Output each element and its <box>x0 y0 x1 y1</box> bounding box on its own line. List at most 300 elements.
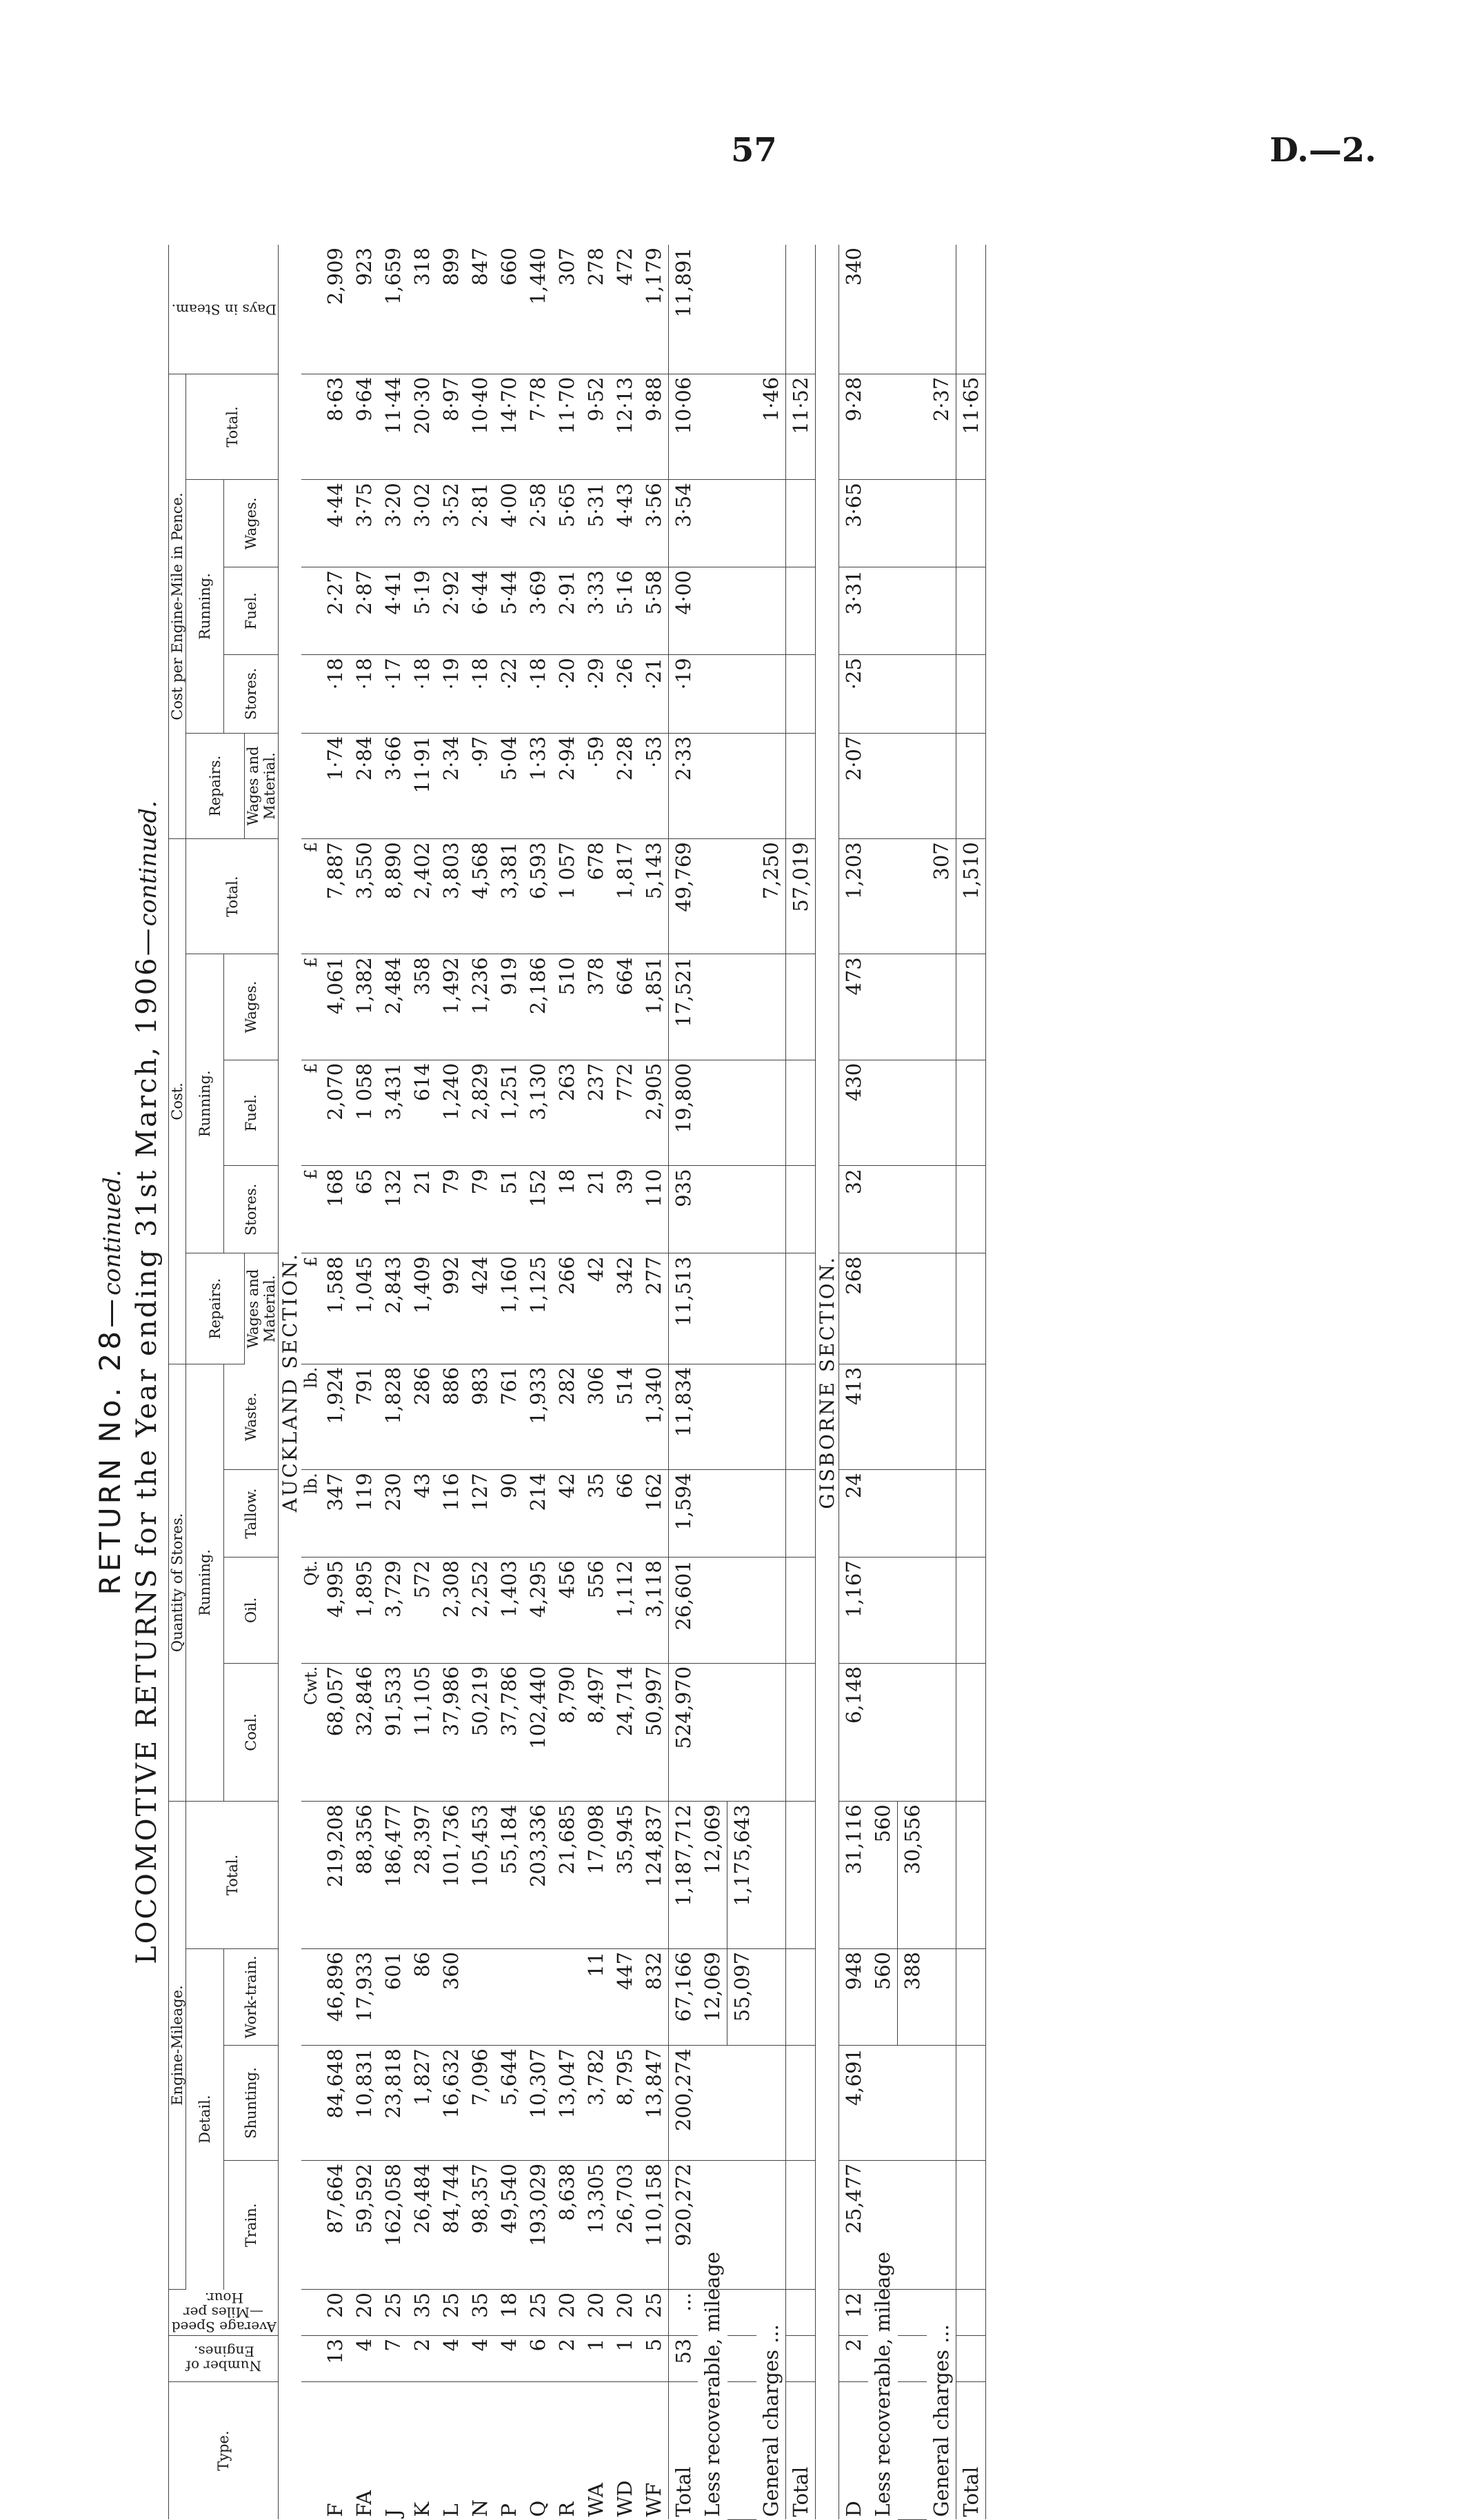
cell-work-train <box>494 1948 523 2045</box>
cell-stores: 18 <box>552 1166 581 1253</box>
gis-repairs: 268 <box>839 1253 869 1364</box>
header-coal: Coal. <box>224 1663 279 1801</box>
gis-engines: 2 <box>839 2335 869 2381</box>
cell-engines: 4 <box>350 2335 379 2381</box>
auckland-totals <box>669 245 816 2520</box>
cell-pence-wages: 3·02 <box>408 480 436 567</box>
cell-waste: 306 <box>581 1364 610 1470</box>
grand-pence: 11·52 <box>786 374 816 480</box>
header-pence-stores: Stores. <box>224 655 279 734</box>
cell-train: 84,744 <box>436 2161 465 2290</box>
locomotive-title <box>131 245 163 2520</box>
cell-cost-total: 7,887 <box>321 839 350 954</box>
cell-coal: 37,786 <box>494 1663 523 1801</box>
cell-oil: 572 <box>408 1558 436 1664</box>
cell-stores: 51 <box>494 1166 523 1253</box>
cell-mileage-total: 21,685 <box>552 1802 581 1949</box>
gisborne-body <box>816 245 986 2520</box>
cell-shunting: 16,632 <box>436 2046 465 2161</box>
cell-cost-total: 4,568 <box>465 839 494 954</box>
header-waste: Waste. <box>224 1364 279 1470</box>
cell-pence-total: 9·64 <box>350 374 379 480</box>
unit-stores: £ <box>301 1166 321 1253</box>
return-title <box>93 245 127 2520</box>
cell-mileage-total: 35,945 <box>610 1802 639 1949</box>
cell-train: 193,029 <box>523 2161 552 2290</box>
cell-pence-total: 7·78 <box>523 374 552 480</box>
cell-pence-total: 20·30 <box>408 374 436 480</box>
cell-oil: 3,118 <box>639 1558 669 1664</box>
table-row <box>379 245 408 2520</box>
cell-pence-wages: 4·44 <box>321 480 350 567</box>
cell-oil: 2,252 <box>465 1558 494 1664</box>
general-label: General charges ... <box>759 2324 783 2517</box>
table-row <box>436 245 465 2520</box>
gis-tallow: 24 <box>839 1470 869 1558</box>
cell-days-in-steam: 472 <box>610 245 639 374</box>
header-work-train: Work-train. <box>224 1948 279 2045</box>
cell-oil: 556 <box>581 1558 610 1664</box>
header-mileage-total: Total. <box>186 1802 279 1949</box>
cell-pence-fuel: 2·91 <box>552 567 581 655</box>
cell-type: N <box>468 2499 492 2517</box>
cell-work-train: 11 <box>581 1948 610 2045</box>
cell-repairs: 42 <box>581 1253 610 1364</box>
cell-coal: 11,105 <box>408 1663 436 1801</box>
cell-pence-stores: ·26 <box>610 655 639 734</box>
cell-days-in-steam: 899 <box>436 245 465 374</box>
header-stores-running: Running. <box>186 1364 224 1802</box>
cell-pence-stores: ·20 <box>552 655 581 734</box>
cell-pence-repairs: 11·91 <box>408 733 436 839</box>
cell-work-train <box>523 1948 552 2045</box>
cell-pence-fuel: 5·16 <box>610 567 639 655</box>
header-cost-fuel: Fuel. <box>224 1060 279 1166</box>
cell-engines: 7 <box>379 2335 408 2381</box>
cell-speed: 35 <box>408 2290 436 2336</box>
gisborne-net-row <box>898 245 927 2520</box>
cell-tallow: 116 <box>436 1470 465 1558</box>
gis-fuel: 430 <box>839 1060 869 1166</box>
cell-speed: 20 <box>321 2290 350 2336</box>
header-tallow: Tallow. <box>224 1470 279 1558</box>
cell-speed: 35 <box>465 2290 494 2336</box>
header-shunting: Shunting. <box>224 2046 279 2161</box>
cell-waste: 514 <box>610 1364 639 1470</box>
cell-engines: 2 <box>408 2335 436 2381</box>
cell-train: 13,305 <box>581 2161 610 2290</box>
table-row <box>321 245 350 2520</box>
cell-pence-total: 9·88 <box>639 374 669 480</box>
cell-coal: 37,986 <box>436 1663 465 1801</box>
header-pence-total: Total. <box>186 374 279 480</box>
cell-oil: 4,295 <box>523 1558 552 1664</box>
cell-train: 59,592 <box>350 2161 379 2290</box>
cell-pence-stores: ·18 <box>465 655 494 734</box>
gis-coal: 6,148 <box>839 1663 869 1801</box>
locomotive-title-text: LOCOMOTIVE RETURNS for the Year ending 31st March, 1906— <box>131 926 163 1964</box>
cell-coal: 50,997 <box>639 1663 669 1801</box>
cell-speed: 25 <box>639 2290 669 2336</box>
cell-repairs: 266 <box>552 1253 581 1364</box>
cell-wages: 1,492 <box>436 954 465 1060</box>
cell-wages: 1,236 <box>465 954 494 1060</box>
cell-shunting: 5,644 <box>494 2046 523 2161</box>
cell-pence-wages: 5·31 <box>581 480 610 567</box>
total-coal: 524,970 <box>669 1663 699 1801</box>
cell-wages: 1,382 <box>350 954 379 1060</box>
cell-repairs: 277 <box>639 1253 669 1364</box>
total-tallow: 1,594 <box>669 1470 699 1558</box>
cell-work-train: 46,896 <box>321 1948 350 2045</box>
cell-shunting: 8,795 <box>610 2046 639 2161</box>
gis-net-total: 30,556 <box>898 1802 927 1949</box>
table-row <box>465 245 494 2520</box>
cell-pence-total: 9·52 <box>581 374 610 480</box>
cell-type: WF <box>642 2482 665 2517</box>
cell-fuel: 2,905 <box>639 1060 669 1166</box>
table-row <box>408 245 436 2520</box>
cell-waste: 286 <box>408 1364 436 1470</box>
total-waste: 11,834 <box>669 1364 699 1470</box>
gisborne-section-title: GISBORNE SECTION. <box>816 1255 839 1509</box>
unit-repairs: £ <box>301 1253 321 1364</box>
cell-engines: 13 <box>321 2335 350 2381</box>
cell-repairs: 1,045 <box>350 1253 379 1364</box>
cell-train: 162,058 <box>379 2161 408 2290</box>
table-row <box>639 245 669 2520</box>
header-oil: Oil. <box>224 1558 279 1664</box>
less-total: 12,069 <box>698 1802 727 1949</box>
cell-pence-total: 12·13 <box>610 374 639 480</box>
cell-fuel: 3,431 <box>379 1060 408 1166</box>
cell-shunting: 13,847 <box>639 2046 669 2161</box>
cell-shunting: 3,782 <box>581 2046 610 2161</box>
cell-pence-stores: ·18 <box>523 655 552 734</box>
cell-fuel: 1 058 <box>350 1060 379 1166</box>
cell-wages: 2,186 <box>523 954 552 1060</box>
header-cost-repairs: Repairs. <box>186 1253 245 1364</box>
cell-train: 110,158 <box>639 2161 669 2290</box>
gis-grand-pence: 11·65 <box>956 374 986 480</box>
cell-pence-fuel: 2·27 <box>321 567 350 655</box>
cell-oil: 456 <box>552 1558 581 1664</box>
cell-repairs: 424 <box>465 1253 494 1364</box>
cell-type: WD <box>613 2480 636 2517</box>
unit-tallow: lb. <box>301 1470 321 1558</box>
cell-pence-fuel: 2·92 <box>436 567 465 655</box>
cell-days-in-steam: 307 <box>552 245 581 374</box>
cell-fuel: 614 <box>408 1060 436 1166</box>
general-cost: 7,250 <box>756 839 786 954</box>
cell-fuel: 237 <box>581 1060 610 1166</box>
cell-days-in-steam: 660 <box>494 245 523 374</box>
cell-engines: 5 <box>639 2335 669 2381</box>
cell-pence-repairs: 2·28 <box>610 733 639 839</box>
cell-shunting: 84,648 <box>321 2046 350 2161</box>
cell-oil: 1,895 <box>350 1558 379 1664</box>
cell-tallow: 214 <box>523 1470 552 1558</box>
cell-cost-total: 3,550 <box>350 839 379 954</box>
total-cost: 49,769 <box>669 839 699 954</box>
header-cost-wages: Wages. <box>224 954 279 1060</box>
cell-fuel: 2,829 <box>465 1060 494 1166</box>
cell-shunting: 1,827 <box>408 2046 436 2161</box>
total-fuel: 19,800 <box>669 1060 699 1166</box>
cell-cost-total: 5,143 <box>639 839 669 954</box>
cell-days-in-steam: 1,440 <box>523 245 552 374</box>
gis-pence-fuel: 3·31 <box>839 567 869 655</box>
cell-repairs: 1,409 <box>408 1253 436 1364</box>
cell-pence-repairs: ·97 <box>465 733 494 839</box>
cell-stores: 168 <box>321 1166 350 1253</box>
cell-mileage-total: 88,356 <box>350 1802 379 1949</box>
cell-cost-total: 3,803 <box>436 839 465 954</box>
cell-pence-total: 10·40 <box>465 374 494 480</box>
cell-coal: 91,533 <box>379 1663 408 1801</box>
cell-waste: 886 <box>436 1364 465 1470</box>
cell-pence-repairs: 1·74 <box>321 733 350 839</box>
gis-waste: 413 <box>839 1364 869 1470</box>
gis-general-label: General charges ... <box>930 2324 953 2517</box>
cell-repairs: 2,843 <box>379 1253 408 1364</box>
cell-tallow: 119 <box>350 1470 379 1558</box>
cell-waste: 1,933 <box>523 1364 552 1470</box>
cell-coal: 8,790 <box>552 1663 581 1801</box>
cell-repairs: 342 <box>610 1253 639 1364</box>
cell-speed: 20 <box>581 2290 610 2336</box>
cell-wages: 1,851 <box>639 954 669 1060</box>
cell-engines: 1 <box>581 2335 610 2381</box>
cell-pence-fuel: 6·44 <box>465 567 494 655</box>
cell-cost-total: 2,402 <box>408 839 436 954</box>
auckland-general-row <box>756 245 786 2520</box>
gis-pence-repairs: 2·07 <box>839 733 869 839</box>
total-pence-total: 10·06 <box>669 374 699 480</box>
cell-pence-stores: ·18 <box>408 655 436 734</box>
cell-mileage-total: 28,397 <box>408 1802 436 1949</box>
header-pence-wages-material: Wages and Material. <box>245 733 279 839</box>
cell-oil: 3,729 <box>379 1558 408 1664</box>
cell-tallow: 35 <box>581 1470 610 1558</box>
gis-grand-label: Total <box>956 2381 986 2519</box>
gis-net-work-train: 388 <box>898 1948 927 2045</box>
cell-waste: 1,828 <box>379 1364 408 1470</box>
cell-stores: 152 <box>523 1166 552 1253</box>
gisborne-general-row <box>927 245 956 2520</box>
header-type: Type. <box>169 2381 279 2519</box>
gis-pence-total: 9·28 <box>839 374 869 480</box>
cell-stores: 110 <box>639 1166 669 1253</box>
cell-repairs: 992 <box>436 1253 465 1364</box>
header-cost-wages-material: Wages and Material. <box>245 1253 279 1364</box>
cell-pence-fuel: 5·58 <box>639 567 669 655</box>
cell-tallow: 42 <box>552 1470 581 1558</box>
cell-train: 26,484 <box>408 2161 436 2290</box>
cell-wages: 919 <box>494 954 523 1060</box>
cell-engines: 4 <box>465 2335 494 2381</box>
cell-speed: 18 <box>494 2290 523 2336</box>
total-pence-wages: 3·54 <box>669 480 699 567</box>
cell-shunting: 13,047 <box>552 2046 581 2161</box>
cell-pence-repairs: 2·34 <box>436 733 465 839</box>
cell-pence-wages: 3·56 <box>639 480 669 567</box>
cell-repairs: 1,160 <box>494 1253 523 1364</box>
table-row <box>610 245 639 2520</box>
cell-tallow: 43 <box>408 1470 436 1558</box>
header-days-in-steam: Days in Steam. <box>169 245 279 374</box>
header-cost-running: Running. <box>186 954 224 1253</box>
total-label: Total <box>669 2381 699 2519</box>
cell-work-train: 17,933 <box>350 1948 379 2045</box>
cell-mileage-total: 203,336 <box>523 1802 552 1949</box>
cell-type: F <box>323 2503 347 2517</box>
cell-oil: 4,995 <box>321 1558 350 1664</box>
cell-fuel: 2,070 <box>321 1060 350 1166</box>
auckland-units-row <box>301 245 321 2520</box>
cell-oil: 1,403 <box>494 1558 523 1664</box>
cell-waste: 1,924 <box>321 1364 350 1470</box>
cell-wages: 664 <box>610 954 639 1060</box>
cell-type: FA <box>352 2490 376 2517</box>
table-row <box>523 245 552 2520</box>
locomotive-continued: continued. <box>134 800 162 927</box>
gis-general-pence: 2·37 <box>927 374 956 480</box>
cell-speed: 20 <box>552 2290 581 2336</box>
cell-shunting: 23,818 <box>379 2046 408 2161</box>
cell-coal: 24,714 <box>610 1663 639 1801</box>
header-engine-mileage: Engine-Mileage. <box>169 1802 186 2290</box>
cell-work-train: 447 <box>610 1948 639 2045</box>
auckland-less-row <box>698 245 727 2520</box>
net-total: 1,175,643 <box>727 1802 757 1949</box>
cell-work-train: 832 <box>639 1948 669 2045</box>
cell-cost-total: 6,593 <box>523 839 552 954</box>
header-average-speed: Average Speed—Miles per Hour. <box>169 2290 279 2336</box>
return-title-text: RETURN No. 28— <box>93 1295 127 1595</box>
table-row <box>494 245 523 2520</box>
cell-pence-repairs: 1·33 <box>523 733 552 839</box>
cell-pence-repairs: ·59 <box>581 733 610 839</box>
cell-days-in-steam: 847 <box>465 245 494 374</box>
header-cost: Cost. <box>169 839 186 1364</box>
cell-pence-stores: ·19 <box>436 655 465 734</box>
gis-stores: 32 <box>839 1166 869 1253</box>
cell-coal: 102,440 <box>523 1663 552 1801</box>
cell-pence-repairs: 2·84 <box>350 733 379 839</box>
cell-speed: 25 <box>436 2290 465 2336</box>
header-train: Train. <box>224 2161 279 2290</box>
cell-shunting: 10,831 <box>350 2046 379 2161</box>
locomotive-table <box>168 245 986 2520</box>
total-train: 920,272 <box>669 2161 699 2290</box>
less-label: Less recoverable, mileage <box>701 2252 725 2517</box>
total-wages: 17,521 <box>669 954 699 1060</box>
cell-engines: 4 <box>436 2335 465 2381</box>
gis-mileage: 31,116 <box>839 1802 869 1949</box>
gis-cost: 1,203 <box>839 839 869 954</box>
gis-wages: 473 <box>839 954 869 1060</box>
cell-waste: 282 <box>552 1364 581 1470</box>
gis-grand-cost: 1,510 <box>956 839 986 954</box>
cell-pence-wages: 4·43 <box>610 480 639 567</box>
grand-cost: 57,019 <box>786 839 816 954</box>
cell-coal: 50,219 <box>465 1663 494 1801</box>
cell-fuel: 263 <box>552 1060 581 1166</box>
cell-tallow: 230 <box>379 1470 408 1558</box>
gis-oil: 1,167 <box>839 1558 869 1664</box>
auckland-grand-row <box>786 245 816 2520</box>
gisborne-row <box>839 245 869 2520</box>
cell-pence-stores: ·17 <box>379 655 408 734</box>
unit-fuel: £ <box>301 1060 321 1166</box>
cell-type: L <box>439 2503 463 2517</box>
cell-pence-fuel: 5·44 <box>494 567 523 655</box>
cell-tallow: 90 <box>494 1470 523 1558</box>
cell-pence-fuel: 2·87 <box>350 567 379 655</box>
cell-work-train <box>465 1948 494 2045</box>
cell-type: K <box>410 2501 434 2517</box>
header-pence-running: Running. <box>186 480 224 733</box>
total-oil: 26,601 <box>669 1558 699 1664</box>
general-pence: 1·46 <box>756 374 786 480</box>
cell-waste: 761 <box>494 1364 523 1470</box>
cell-train: 8,638 <box>552 2161 581 2290</box>
cell-pence-total: 11·70 <box>552 374 581 480</box>
table-header <box>169 245 279 2520</box>
auckland-total-row <box>669 245 699 2520</box>
cell-repairs: 1,588 <box>321 1253 350 1364</box>
gis-type: D <box>839 2381 869 2519</box>
total-engines: 53 <box>669 2335 699 2381</box>
cell-speed: 25 <box>379 2290 408 2336</box>
cell-coal: 32,846 <box>350 1663 379 1801</box>
gis-pence-wages: 3·65 <box>839 480 869 567</box>
cell-wages: 378 <box>581 954 610 1060</box>
cell-fuel: 3,130 <box>523 1060 552 1166</box>
cell-cost-total: 3,381 <box>494 839 523 954</box>
unit-waste: lb. <box>301 1364 321 1470</box>
less-work-train: 12,069 <box>698 1948 727 2045</box>
total-pence-stores: ·19 <box>669 655 699 734</box>
cell-pence-total: 11·44 <box>379 374 408 480</box>
cell-mileage-total: 55,184 <box>494 1802 523 1949</box>
cell-speed: 20 <box>350 2290 379 2336</box>
cell-oil: 1,112 <box>610 1558 639 1664</box>
cell-pence-stores: ·18 <box>321 655 350 734</box>
cell-stores: 65 <box>350 1166 379 1253</box>
gis-less-label: Less recoverable, mileage <box>871 2252 895 2517</box>
cell-mileage-total: 105,453 <box>465 1802 494 1949</box>
cell-pence-fuel: 4·41 <box>379 567 408 655</box>
cell-cost-total: 1,817 <box>610 839 639 954</box>
gis-days: 340 <box>839 245 869 374</box>
cell-mileage-total: 124,837 <box>639 1802 669 1949</box>
cell-fuel: 1,251 <box>494 1060 523 1166</box>
auckland-section-title: AUCKLAND SECTION. <box>279 1252 301 1513</box>
cell-pence-repairs: 2·94 <box>552 733 581 839</box>
cell-pence-total: 14·70 <box>494 374 523 480</box>
cell-shunting: 7,096 <box>465 2046 494 2161</box>
table-row <box>350 245 379 2520</box>
cell-fuel: 1,240 <box>436 1060 465 1166</box>
gis-train: 25,477 <box>839 2161 869 2290</box>
cell-engines: 2 <box>552 2335 581 2381</box>
cell-wages: 510 <box>552 954 581 1060</box>
cell-waste: 983 <box>465 1364 494 1470</box>
unit-oil: Qt. <box>301 1558 321 1664</box>
cell-cost-total: 8,890 <box>379 839 408 954</box>
